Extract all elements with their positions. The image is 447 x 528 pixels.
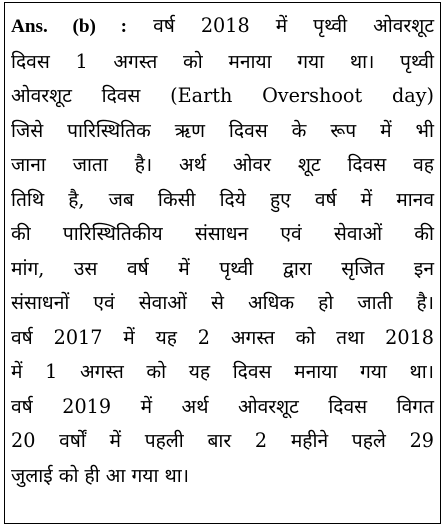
text-line-8: मांग, उस वर्ष में पृथ्वी द्वारा सृजित इन [11, 256, 434, 280]
text-line-14: जुलाई को ही आ गया था। [11, 463, 190, 487]
text-line-6: तिथि है, जब किसी दिये हुए वर्ष में मानव [11, 187, 434, 211]
answer-label: Ans. (b) : [11, 16, 128, 37]
text-line-2: दिवस 1 अगस्त को मनाया गया था। पृथ्वी [11, 49, 434, 73]
text-line-1-content: वर्ष 2018 में पृथ्वी ओवरशूट [153, 14, 434, 37]
text-line-3: ओवरशूट दिवस (Earth Overshoot day) [11, 84, 434, 107]
text-line-4: जिसे पारिस्थितिक ऋण दिवस के रूप में भी [11, 118, 434, 142]
text-line-12: वर्ष 2019 में अर्थ ओवरशूट दिवस विगत [11, 394, 434, 418]
answer-text [11, 9, 434, 493]
text-line-13: 20 वर्षों में पहली बार 2 महीने पहले 29 [11, 429, 434, 452]
text-line-9: संसाधनों एवं सेवाओं से अधिक हो जाती है। [11, 291, 434, 314]
answer-box [4, 2, 441, 524]
text-line-7: की पारिस्थितिकीय संसाधन एवं सेवाओं की [11, 222, 434, 245]
text-line-10: वर्ष 2017 में यह 2 अगस्त को तथा 2018 [11, 325, 434, 349]
text-line-1 [11, 9, 434, 45]
text-line-11: में 1 अगस्त को यह दिवस मनाया गया था। [11, 360, 434, 383]
text-line-5: जाना जाता है। अर्थ ओवर शूट दिवस वह [11, 153, 434, 176]
